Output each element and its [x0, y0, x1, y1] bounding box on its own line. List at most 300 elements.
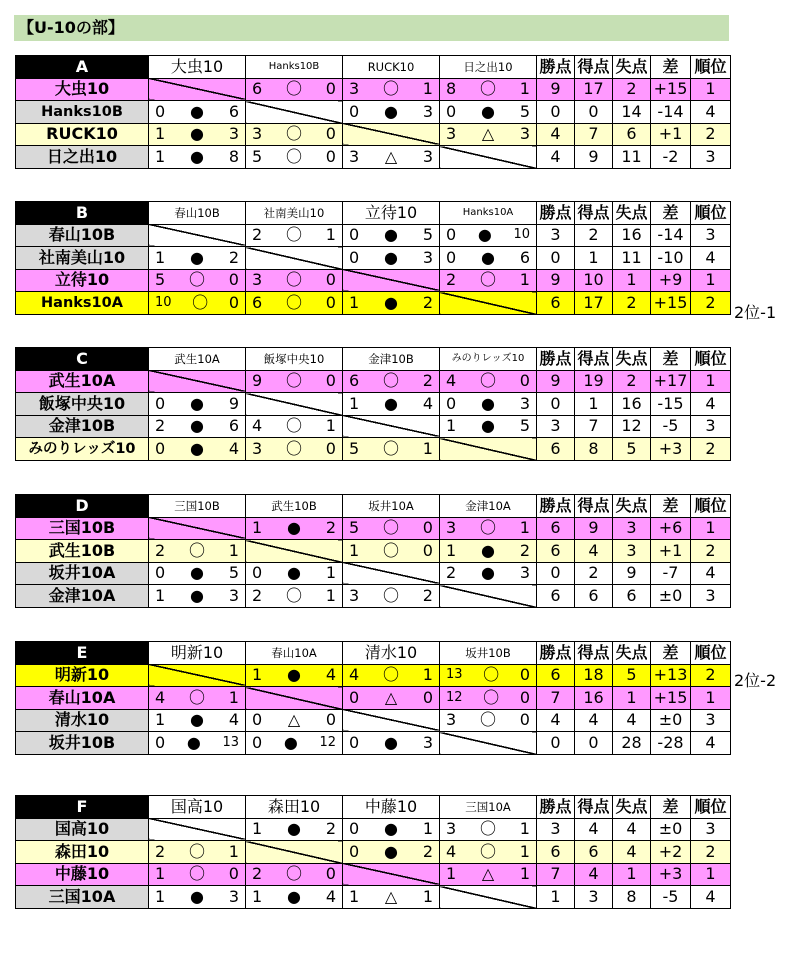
- match-result-cell: [149, 709, 246, 732]
- goals-against: 1: [519, 518, 530, 538]
- goals-against: 3: [422, 101, 433, 121]
- stat-header: 順位: [691, 348, 731, 371]
- goals-for: 3: [446, 124, 457, 144]
- result-mark: 〇: [483, 687, 500, 707]
- points-cell: 9: [537, 269, 575, 292]
- result-mark: 〇: [479, 518, 496, 538]
- goal-difference-cell: +17: [651, 370, 691, 393]
- points-cell: 0: [537, 562, 575, 585]
- goals-conceded-cell: 3: [613, 540, 651, 563]
- match-result-cell: [440, 123, 537, 146]
- goals-against: 3: [422, 732, 433, 752]
- goals-scored-cell: 7: [575, 415, 613, 438]
- match-result-cell: [149, 438, 246, 461]
- goals-against: 0: [325, 864, 336, 884]
- rank-cell: 2: [691, 292, 731, 315]
- match-result-cell: [440, 393, 537, 416]
- goals-conceded-cell: 4: [613, 818, 651, 841]
- stat-header: 失点: [613, 202, 651, 225]
- goals-for: 1: [155, 864, 166, 884]
- match-result-cell: [246, 517, 343, 540]
- goals-against: 2: [422, 841, 433, 861]
- goals-for: 0: [349, 732, 360, 752]
- goals-for: 2: [252, 585, 263, 605]
- match-result-cell: [246, 146, 343, 169]
- goals-scored-cell: 1: [575, 247, 613, 270]
- stat-header: 得点: [575, 796, 613, 819]
- match-result-cell: [440, 562, 537, 585]
- goals-conceded-cell: 4: [613, 709, 651, 732]
- row-team-name: 武生10A: [16, 370, 149, 393]
- goals-against: 0: [519, 687, 530, 707]
- self-match-diagonal: [149, 370, 246, 393]
- match-result-cell: [440, 687, 537, 710]
- match-result-cell: [149, 101, 246, 124]
- group-table-c: [15, 347, 731, 461]
- column-team-header: 森田10: [246, 796, 343, 819]
- goals-for: 3: [446, 518, 457, 538]
- goals-against: 3: [228, 886, 239, 906]
- goals-against: 1: [422, 886, 433, 906]
- goals-against: 2: [422, 292, 433, 312]
- goals-against: 0: [325, 292, 336, 312]
- goals-against: 0: [228, 864, 239, 884]
- group-label: F: [16, 796, 149, 819]
- row-team-name: 坂井10A: [16, 562, 149, 585]
- points-cell: 3: [537, 818, 575, 841]
- goals-scored-cell: 17: [575, 292, 613, 315]
- rank-cell: 2: [691, 123, 731, 146]
- result-mark: 〇: [188, 270, 205, 290]
- goal-difference-cell: -7: [651, 562, 691, 585]
- goals-for: 4: [446, 841, 457, 861]
- goals-against: 4: [422, 393, 433, 413]
- goals-for: 1: [349, 886, 360, 906]
- team-row: [16, 393, 731, 416]
- result-mark: 〇: [483, 665, 500, 685]
- group-table-d: [15, 494, 731, 608]
- goals-for: 5: [155, 270, 166, 290]
- section-title: 【U-10の部】: [18, 18, 124, 37]
- goals-for: 0: [252, 710, 263, 730]
- result-mark: ●: [287, 563, 301, 583]
- goals-for: 3: [252, 438, 263, 458]
- goals-conceded-cell: 12: [613, 415, 651, 438]
- goal-difference-cell: +9: [651, 269, 691, 292]
- column-team-header: 金津10A: [440, 495, 537, 518]
- goals-for: 4: [155, 687, 166, 707]
- stat-header: 勝点: [537, 56, 575, 79]
- self-match-diagonal: [440, 732, 537, 755]
- result-mark: ●: [190, 886, 204, 906]
- result-mark: ●: [384, 393, 398, 413]
- goals-conceded-cell: 16: [613, 224, 651, 247]
- self-match-diagonal: [440, 585, 537, 608]
- goals-against: 0: [325, 438, 336, 458]
- goals-for: 0: [446, 247, 457, 267]
- goals-against: 9: [228, 393, 239, 413]
- match-result-cell: [440, 247, 537, 270]
- goals-for: 1: [349, 292, 360, 312]
- self-match-diagonal: [246, 101, 343, 124]
- match-result-cell: [246, 562, 343, 585]
- result-mark: ●: [481, 101, 495, 121]
- goals-conceded-cell: 11: [613, 146, 651, 169]
- result-mark: ●: [481, 247, 495, 267]
- team-row: [16, 709, 731, 732]
- result-mark: △: [384, 146, 398, 166]
- goals-for: 1: [155, 247, 166, 267]
- goals-for: 0: [155, 101, 166, 121]
- self-match-diagonal: [149, 224, 246, 247]
- rank-cell: 2: [691, 540, 731, 563]
- result-mark: 〇: [285, 292, 302, 312]
- stat-header: 差: [651, 796, 691, 819]
- self-match-diagonal: [343, 269, 440, 292]
- match-result-cell: [149, 146, 246, 169]
- column-team-header: 清水10: [343, 642, 440, 665]
- result-mark: ●: [190, 563, 204, 583]
- match-result-cell: [149, 863, 246, 886]
- team-row: [16, 732, 731, 755]
- match-result-cell: [343, 664, 440, 687]
- goals-conceded-cell: 2: [613, 78, 651, 101]
- goals-for: 0: [349, 841, 360, 861]
- goals-conceded-cell: 3: [613, 517, 651, 540]
- row-team-name: 金津10B: [16, 415, 149, 438]
- points-cell: 0: [537, 247, 575, 270]
- goals-for: 4: [252, 416, 263, 436]
- goals-against: 3: [519, 563, 530, 583]
- match-result-cell: [440, 78, 537, 101]
- team-row: [16, 664, 731, 687]
- rank-cell: 1: [691, 517, 731, 540]
- goals-for: 2: [155, 540, 166, 560]
- self-match-diagonal: [343, 863, 440, 886]
- goals-for: 2: [155, 841, 166, 861]
- row-team-name: Hanks10A: [16, 292, 149, 315]
- rank-cell: 1: [691, 863, 731, 886]
- match-result-cell: [149, 123, 246, 146]
- team-row: [16, 863, 731, 886]
- goals-for: 1: [252, 819, 263, 839]
- goals-against: 5: [228, 563, 239, 583]
- team-row: [16, 123, 731, 146]
- goals-against: 2: [422, 371, 433, 391]
- result-mark: ●: [287, 886, 301, 906]
- rank-cell: 3: [691, 146, 731, 169]
- result-mark: ●: [190, 438, 204, 458]
- goals-for: 1: [349, 393, 360, 413]
- result-mark: ●: [384, 247, 398, 267]
- goals-against: 6: [519, 247, 530, 267]
- goals-for: 1: [252, 518, 263, 538]
- goals-for: 2: [155, 416, 166, 436]
- goals-for: 0: [155, 732, 166, 752]
- row-team-name: 中藤10: [16, 863, 149, 886]
- section-title-bar: [14, 15, 729, 41]
- points-cell: 6: [537, 540, 575, 563]
- self-match-diagonal: [440, 146, 537, 169]
- stat-header: 差: [651, 642, 691, 665]
- result-mark: 〇: [188, 540, 205, 560]
- rank-cell: 3: [691, 415, 731, 438]
- match-result-cell: [343, 292, 440, 315]
- result-mark: ●: [481, 563, 495, 583]
- match-result-cell: [246, 292, 343, 315]
- row-team-name: RUCK10: [16, 123, 149, 146]
- self-match-diagonal: [149, 664, 246, 687]
- result-mark: 〇: [479, 270, 496, 290]
- match-result-cell: [246, 585, 343, 608]
- goal-difference-cell: -14: [651, 101, 691, 124]
- match-result-cell: [149, 247, 246, 270]
- team-row: [16, 146, 731, 169]
- stat-header: 得点: [575, 348, 613, 371]
- result-mark: ●: [384, 292, 398, 312]
- header-row: [16, 495, 731, 518]
- goals-against: 6: [228, 416, 239, 436]
- goals-for: 13: [446, 667, 463, 683]
- goals-against: 1: [422, 438, 433, 458]
- goals-conceded-cell: 6: [613, 585, 651, 608]
- points-cell: 6: [537, 438, 575, 461]
- result-mark: ●: [477, 225, 492, 245]
- rank-cell: 1: [691, 78, 731, 101]
- goals-for: 0: [155, 393, 166, 413]
- goals-for: 9: [252, 371, 263, 391]
- result-mark: ●: [481, 393, 495, 413]
- stat-header: 失点: [613, 796, 651, 819]
- header-row: [16, 642, 731, 665]
- goals-for: 3: [446, 710, 457, 730]
- goals-for: 3: [349, 146, 360, 166]
- match-result-cell: [343, 585, 440, 608]
- goals-against: 3: [519, 393, 530, 413]
- points-cell: 6: [537, 517, 575, 540]
- stat-header: 差: [651, 56, 691, 79]
- goals-against: 2: [325, 518, 336, 538]
- team-row: [16, 517, 731, 540]
- goals-for: 0: [349, 101, 360, 121]
- row-team-name: 春山10B: [16, 224, 149, 247]
- self-match-diagonal: [343, 123, 440, 146]
- goals-against: 1: [228, 540, 239, 560]
- result-mark: 〇: [285, 124, 302, 144]
- goals-scored-cell: 6: [575, 585, 613, 608]
- match-result-cell: [343, 146, 440, 169]
- goals-scored-cell: 3: [575, 886, 613, 909]
- goals-for: 0: [155, 563, 166, 583]
- stat-header: 失点: [613, 56, 651, 79]
- row-team-name: みのりレッズ10: [16, 438, 149, 461]
- goals-against: 3: [228, 585, 239, 605]
- goals-for: 1: [446, 416, 457, 436]
- goals-scored-cell: 0: [575, 732, 613, 755]
- match-result-cell: [149, 292, 246, 315]
- goals-for: 5: [349, 438, 360, 458]
- match-result-cell: [343, 517, 440, 540]
- row-team-name: 金津10A: [16, 585, 149, 608]
- goals-for: 2: [252, 864, 263, 884]
- goals-for: 3: [349, 585, 360, 605]
- goals-for: 0: [349, 819, 360, 839]
- result-mark: △: [384, 687, 398, 707]
- goals-for: 1: [155, 585, 166, 605]
- goals-for: 0: [349, 687, 360, 707]
- goals-against: 0: [325, 124, 336, 144]
- match-result-cell: [440, 540, 537, 563]
- result-mark: ●: [190, 146, 204, 166]
- result-mark: ●: [190, 393, 204, 413]
- result-mark: ●: [287, 819, 301, 839]
- result-mark: 〇: [382, 371, 399, 391]
- advancement-note: 2位-1: [734, 303, 777, 322]
- row-team-name: 明新10: [16, 664, 149, 687]
- goals-for: 1: [446, 864, 457, 884]
- result-mark: 〇: [382, 665, 399, 685]
- goals-scored-cell: 19: [575, 370, 613, 393]
- match-result-cell: [440, 269, 537, 292]
- goals-for: 1: [155, 710, 166, 730]
- goal-difference-cell: -2: [651, 146, 691, 169]
- goals-for: 3: [349, 79, 360, 99]
- team-row: [16, 540, 731, 563]
- goals-for: 2: [252, 225, 263, 245]
- stat-header: 順位: [691, 202, 731, 225]
- header-row: [16, 348, 731, 371]
- match-result-cell: [440, 709, 537, 732]
- match-result-cell: [149, 732, 246, 755]
- column-team-header: 社南美山10: [246, 202, 343, 225]
- match-result-cell: [246, 863, 343, 886]
- row-team-name: 清水10: [16, 709, 149, 732]
- goals-scored-cell: 9: [575, 146, 613, 169]
- self-match-diagonal: [246, 540, 343, 563]
- points-cell: 6: [537, 841, 575, 864]
- goals-against: 13: [222, 734, 239, 750]
- rank-cell: 2: [691, 664, 731, 687]
- result-mark: 〇: [285, 438, 302, 458]
- points-cell: 4: [537, 123, 575, 146]
- goals-for: 1: [349, 540, 360, 560]
- rank-cell: 4: [691, 393, 731, 416]
- goals-scored-cell: 9: [575, 517, 613, 540]
- goals-against: 12: [319, 734, 336, 750]
- team-row: [16, 370, 731, 393]
- goals-against: 0: [228, 270, 239, 290]
- stat-header: 差: [651, 348, 691, 371]
- self-match-diagonal: [343, 415, 440, 438]
- row-team-name: 春山10A: [16, 687, 149, 710]
- result-mark: 〇: [479, 371, 496, 391]
- result-mark: △: [287, 710, 301, 730]
- points-cell: 4: [537, 709, 575, 732]
- goal-difference-cell: +1: [651, 540, 691, 563]
- row-team-name: 日之出10: [16, 146, 149, 169]
- result-mark: ●: [190, 101, 204, 121]
- points-cell: 0: [537, 101, 575, 124]
- row-team-name: 森田10: [16, 841, 149, 864]
- match-result-cell: [149, 841, 246, 864]
- goal-difference-cell: +13: [651, 664, 691, 687]
- goals-against: 4: [228, 710, 239, 730]
- row-team-name: 武生10B: [16, 540, 149, 563]
- row-team-name: Hanks10B: [16, 101, 149, 124]
- self-match-diagonal: [246, 841, 343, 864]
- match-result-cell: [246, 415, 343, 438]
- goals-for: 6: [349, 371, 360, 391]
- goal-difference-cell: -15: [651, 393, 691, 416]
- result-mark: ●: [190, 416, 204, 436]
- team-row: [16, 247, 731, 270]
- advancement-note: 2位-2: [734, 671, 777, 690]
- team-row: [16, 415, 731, 438]
- goals-scored-cell: 4: [575, 818, 613, 841]
- result-mark: ●: [384, 225, 398, 245]
- match-result-cell: [149, 687, 246, 710]
- goals-for: 2: [446, 270, 457, 290]
- row-team-name: 社南美山10: [16, 247, 149, 270]
- match-result-cell: [246, 438, 343, 461]
- goals-against: 4: [228, 438, 239, 458]
- match-result-cell: [246, 224, 343, 247]
- goals-conceded-cell: 5: [613, 664, 651, 687]
- result-mark: ●: [287, 665, 301, 685]
- points-cell: 3: [537, 224, 575, 247]
- goals-conceded-cell: 2: [613, 370, 651, 393]
- stat-header: 順位: [691, 56, 731, 79]
- match-result-cell: [246, 78, 343, 101]
- result-mark: 〇: [285, 270, 302, 290]
- stat-header: 順位: [691, 796, 731, 819]
- goals-against: 3: [422, 247, 433, 267]
- goals-against: 3: [228, 124, 239, 144]
- points-cell: 0: [537, 393, 575, 416]
- goals-against: 0: [325, 146, 336, 166]
- column-team-header: 国高10: [149, 796, 246, 819]
- column-team-header: 坂井10B: [440, 642, 537, 665]
- match-result-cell: [149, 562, 246, 585]
- rank-cell: 4: [691, 101, 731, 124]
- goals-for: 6: [252, 79, 263, 99]
- result-mark: 〇: [479, 819, 496, 839]
- column-team-header: RUCK10: [343, 56, 440, 79]
- column-team-header: 立待10: [343, 202, 440, 225]
- goals-against: 1: [519, 819, 530, 839]
- group-label: E: [16, 642, 149, 665]
- team-row: [16, 886, 731, 909]
- match-result-cell: [440, 370, 537, 393]
- goals-for: 0: [252, 563, 263, 583]
- rank-cell: 4: [691, 886, 731, 909]
- goals-scored-cell: 10: [575, 269, 613, 292]
- column-team-header: Hanks10B: [246, 56, 343, 79]
- result-mark: ●: [186, 732, 201, 752]
- match-result-cell: [149, 415, 246, 438]
- match-result-cell: [343, 393, 440, 416]
- result-mark: 〇: [285, 79, 302, 99]
- goals-for: 1: [155, 886, 166, 906]
- result-mark: △: [481, 864, 495, 884]
- match-result-cell: [440, 863, 537, 886]
- stat-header: 勝点: [537, 642, 575, 665]
- goals-for: 1: [252, 886, 263, 906]
- result-mark: ●: [283, 732, 298, 752]
- goals-conceded-cell: 8: [613, 886, 651, 909]
- result-mark: 〇: [479, 79, 496, 99]
- column-team-header: 金津10B: [343, 348, 440, 371]
